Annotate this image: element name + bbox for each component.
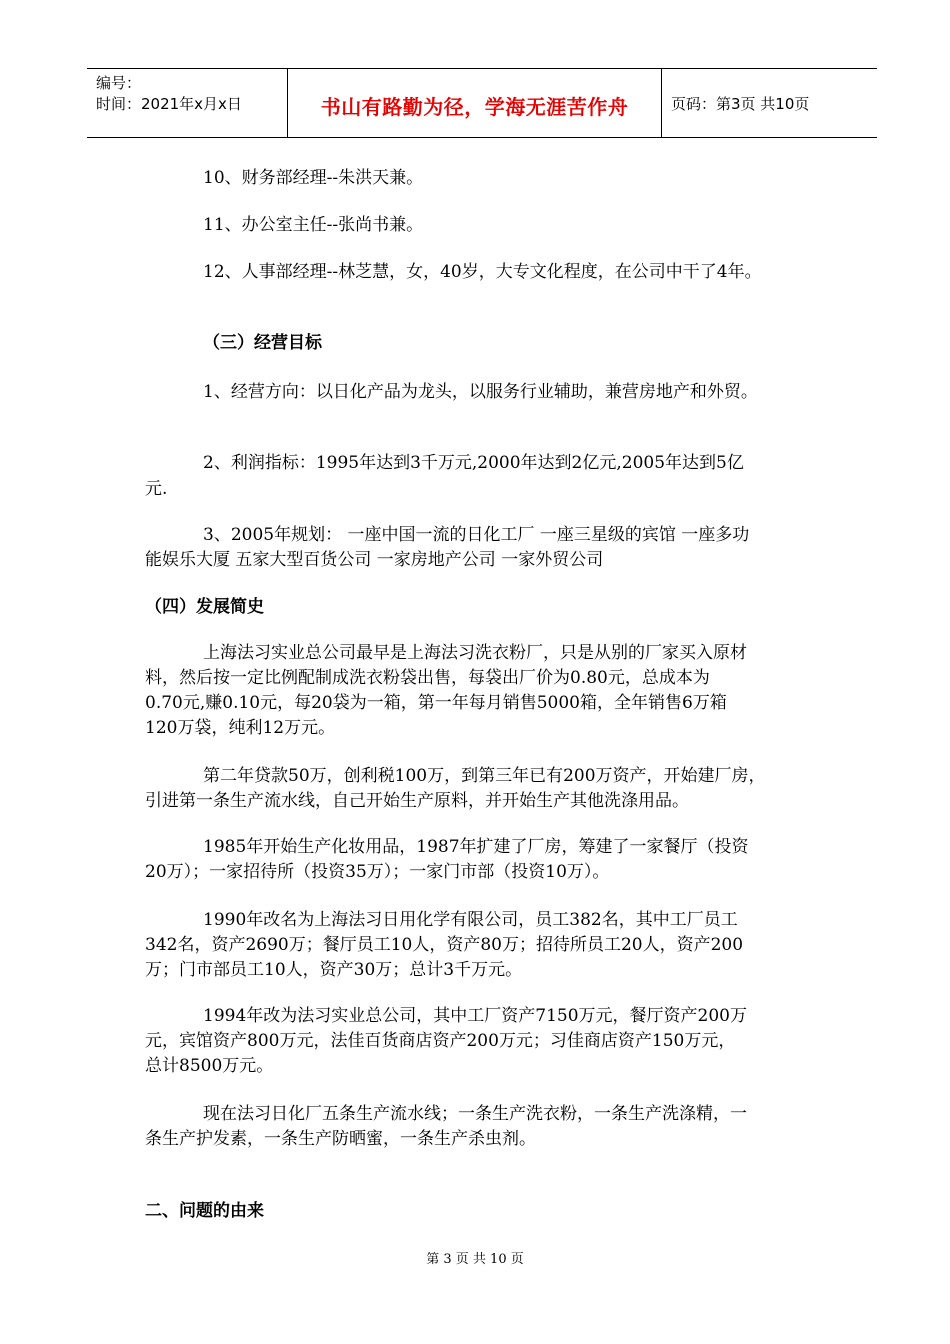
body-line: 12、人事部经理--林芝慧，女，40岁，大专文化程度，在公司中干了4年。	[203, 262, 762, 282]
body-line: 总计8500万元。	[145, 1056, 274, 1076]
section-heading: （四）发展简史	[145, 597, 264, 617]
body-line: 料，然后按一定比例配制成洗衣粉袋出售，每袋出厂价为0.80元，总成本为	[145, 668, 710, 688]
body-line: 元，宾馆资产800万元，法佳百货商店资产200万元；习佳商店资产150万元，	[145, 1031, 736, 1051]
time-label: 时间：2021年x月x日	[96, 95, 242, 113]
header-motto-cell	[287, 69, 662, 137]
header-meta	[87, 69, 287, 137]
body-line: 引进第一条生产流水线，自己开始生产原料，并开始生产其他洗涤用品。	[145, 791, 689, 811]
body-line: 1985年开始生产化妆用品，1987年扩建了厂房，筹建了一家餐厅（投资	[203, 837, 749, 857]
body-line: 2、利润指标：1995年达到3千万元,2000年达到2亿元,2005年达到5亿	[203, 453, 744, 473]
body-line: 万；门市部员工10人，资产30万；总计3千万元。	[145, 960, 523, 980]
number-label: 编号：	[96, 74, 142, 92]
body-line: 120万袋，纯利12万元。	[145, 718, 336, 738]
body-line: 1、经营方向：以日化产品为龙头，以服务行业辅助，兼营房地产和外贸。	[203, 382, 758, 402]
motto: 书山有路勤为径，学海无涯苦作舟	[320, 95, 629, 119]
body-line: 1994年改为法习实业总公司，其中工厂资产7150万元，餐厅资产200万	[203, 1006, 747, 1026]
body-line: 11、办公室主任--张尚书兼。	[203, 215, 424, 235]
section-heading: 二、问题的由来	[145, 1201, 264, 1221]
body-line: 10、财务部经理--朱洪天兼。	[203, 168, 424, 188]
page-header	[87, 68, 877, 138]
body-line: 3、2005年规划： 一座中国一流的日化工厂 一座三星级的宾馆 一座多功	[203, 525, 750, 545]
body-line: 现在法习日化厂五条生产流水线；一条生产洗衣粉，一条生产洗涤精，一	[203, 1104, 747, 1124]
body-line: 元.	[145, 479, 168, 499]
section-heading: （三）经营目标	[203, 333, 322, 353]
body-line: 0.70元,赚0.10元，每20袋为一箱，第一年每月销售5000箱，全年销售6万箱	[145, 693, 727, 713]
body-line: 条生产护发素，一条生产防晒蜜，一条生产杀虫剂。	[145, 1129, 536, 1149]
page-info: 页码：第3页 共10页	[671, 95, 810, 113]
page-footer: 第 3 页 共 10 页	[426, 1252, 524, 1267]
body-line: 20万）；一家招待所（投资35万）；一家门市部（投资10万）。	[145, 862, 610, 882]
body-line: 第二年贷款50万，创利税100万，到第三年已有200万资产，开始建厂房，	[203, 766, 766, 786]
header-page-cell	[662, 69, 877, 137]
body-line: 上海法习实业总公司最早是上海法习洗衣粉厂，只是从别的厂家买入原材	[203, 643, 747, 663]
body-line: 能娱乐大厦 五家大型百货公司 一家房地产公司 一家外贸公司	[145, 550, 604, 570]
body-line: 1990年改名为上海法习日用化学有限公司，员工382名，其中工厂员工	[203, 910, 738, 930]
body-line: 342名，资产2690万；餐厅员工10人，资产80万；招待所员工20人，资产200	[145, 935, 744, 955]
